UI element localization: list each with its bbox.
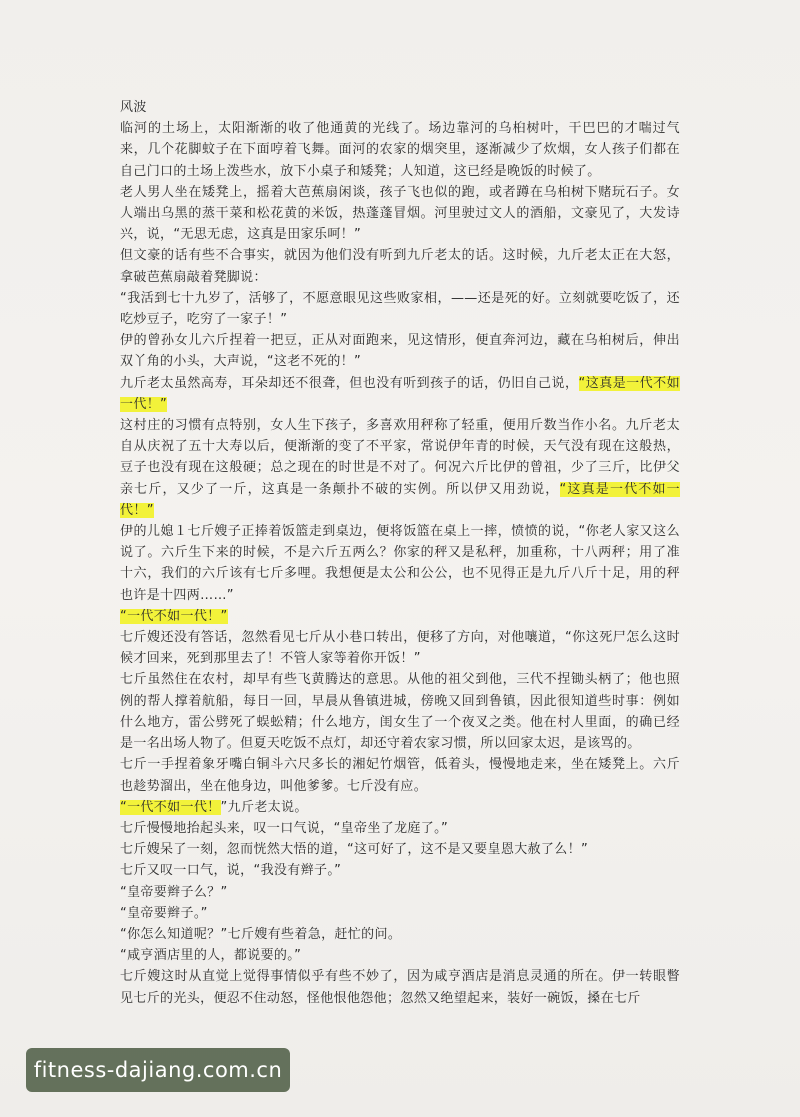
paragraph xyxy=(120,521,680,606)
paragraph-list xyxy=(120,118,680,1009)
paragraph xyxy=(120,903,680,924)
paragraph-text: 七斤嫂还没有答话，忽然看见七斤从小巷口转出，便移了方向，对他嚷道，“你这死尸怎么这时候才回来，死到那里去了！不管人家等着你开饭！” xyxy=(120,630,680,667)
document-body xyxy=(120,97,680,1009)
highlighted-text: “一代不如一代！ xyxy=(120,799,221,815)
paragraph xyxy=(120,373,680,415)
paragraph-text: “你怎么知道呢？”七斤嫂有些着急，赶忙的问。 xyxy=(120,926,402,942)
paragraph xyxy=(120,882,680,903)
paragraph-text: 老人男人坐在矮凳上，摇着大芭蕉扇闲谈，孩子飞也似的跑，或者蹲在乌桕树下赌玩石子。女人端出乌黑的蒸干菜和松花黄的米饭，热蓬蓬冒烟。河里驶过文人的酒船，文豪见了，大发诗兴，说，“无思无虑，这真是田家乐呵！” xyxy=(120,184,680,243)
paragraph-text: 九斤老太虽然高寿，耳朵却还不很聋，但也没有听到孩子的话，仍旧自己说， xyxy=(120,375,579,391)
paragraph xyxy=(120,415,680,521)
paragraph xyxy=(120,288,680,330)
paragraph xyxy=(120,839,680,860)
paragraph-text: 临河的土场上，太阳渐渐的收了他通黄的光线了。场边靠河的乌桕树叶，干巴巴的才喘过气来，几个花脚蚊子在下面哼着飞舞。面河的农家的烟突里，逐渐减少了炊烟，女人孩子们都在自己门口的土场上泼些水，放下小桌子和矮凳；人知道，这已经是晚饭的时候了。 xyxy=(120,121,680,179)
paragraph xyxy=(120,118,680,182)
paragraph xyxy=(120,818,680,839)
paragraph-text: 这村庄的习惯有点特别，女人生下孩子，多喜欢用秤称了轻重，便用斤数当作小名。九斤老太自从庆祝了五十大寿以后，便渐渐的变了不平家，常说伊年青的时候，天气没有现在这般热，豆子也没有现在这般硬；总之现在的时世是不对了。何况六斤比伊的曾祖，少了三斤，比伊父亲七斤，又少了一斤，这真是一条颠扑不破的实例。所以伊又用劲说， xyxy=(120,418,680,497)
paragraph-text: 伊的儿媳１七斤嫂子正捧着饭篮走到桌边，便将饭篮在桌上一摔，愤愤的说，“你老人家又这么说了。六斤生下来的时候，不是六斤五两么？你家的秤又是私秤，加重称，十八两秤；用了准十六，我们的六斤该有七斤多哩。我想便是太公和公公，也不见得正是九斤八斤十足，用的秤也许是十四两……” xyxy=(120,524,680,603)
paragraph xyxy=(120,627,680,669)
paragraph xyxy=(120,945,680,966)
paragraph xyxy=(120,330,680,372)
paragraph-text: “我活到七十九岁了，活够了，不愿意眼见这些败家相，——还是死的好。立刻就要吃饭了，还吃炒豆子，吃穷了一家子！” xyxy=(120,290,680,328)
paragraph-text: 七斤虽然住在农村，却早有些飞黄腾达的意思。从他的祖父到他，三代不捏锄头柄了；他也照例的帮人撑着航船，每日一回，早晨从鲁镇进城，傍晚又回到鲁镇，因此很知道些时事：例如什么地方，雷公劈死了蜈蚣精；什么地方，闺女生了一个夜叉之类。他在村人里面，的确已经是一名出场人物了。但夏天吃饭不点灯，却还守着农家习惯，所以回家太迟，是该骂的。 xyxy=(120,672,680,752)
paragraph xyxy=(120,860,680,881)
paragraph-text: “皇帝要辫子么？” xyxy=(120,884,228,900)
paragraph-text: 七斤又叹一口气，说，“我没有辫子。” xyxy=(120,863,342,879)
paragraph xyxy=(120,606,680,627)
highlighted-text: “这真是一代不如一代！” xyxy=(120,481,681,518)
paragraph-text: 伊的曾孙女儿六斤捏着一把豆，正从对面跑来，见这情形，便直奔河边，藏在乌桕树后，伸出双丫角的小头，大声说，“这老不死的！” xyxy=(120,333,680,370)
paragraph-text: “皇帝要辫子。” xyxy=(120,905,208,921)
document-title: 风波 xyxy=(120,100,147,115)
paragraph xyxy=(120,182,680,246)
paragraph xyxy=(120,924,680,945)
paragraph-text: 七斤慢慢地抬起头来，叹一口气说，“皇帝坐了龙庭了。” xyxy=(120,820,449,836)
paragraph-text: 七斤嫂呆了一刻，忽而恍然大悟的道，“这可好了，这不是又要皇恩大赦了么！” xyxy=(120,842,589,858)
paragraph-text: ”九斤老太说。 xyxy=(220,799,308,815)
watermark-label: fitness-dajiang.com.cn xyxy=(26,1048,290,1092)
paragraph-text: 七斤一手捏着象牙嘴白铜斗六尺多长的湘妃竹烟管，低着头，慢慢地走来，坐在矮凳上。六斤也趁势溜出，坐在他身边，叫他爹爹。七斤没有应。 xyxy=(120,757,680,794)
paragraph-text: “咸亨酒店里的人，都说要的。” xyxy=(120,948,302,964)
highlighted-text: “一代不如一代！” xyxy=(120,608,228,624)
highlighted-text: “这真是一代不如一代！” xyxy=(120,375,680,412)
paragraph-text: 七斤嫂这时从直觉上觉得事情似乎有些不妙了，因为咸亨酒店是消息灵通的所在。伊一转眼瞥见七斤的光头，便忍不住动怒，怪他恨他怨他；忽然又绝望起来，装好一碗饭，搡在七斤 xyxy=(120,969,680,1006)
paragraph xyxy=(120,669,680,754)
paragraph xyxy=(120,245,680,287)
paragraph xyxy=(120,797,680,818)
paragraph xyxy=(120,966,680,1008)
paragraph-text: 但文豪的话有些不合事实，就因为他们没有听到九斤老太的话。这时候，九斤老太正在大怒，拿破芭蕉扇敲着凳脚说： xyxy=(120,248,680,285)
paragraph xyxy=(120,754,680,796)
